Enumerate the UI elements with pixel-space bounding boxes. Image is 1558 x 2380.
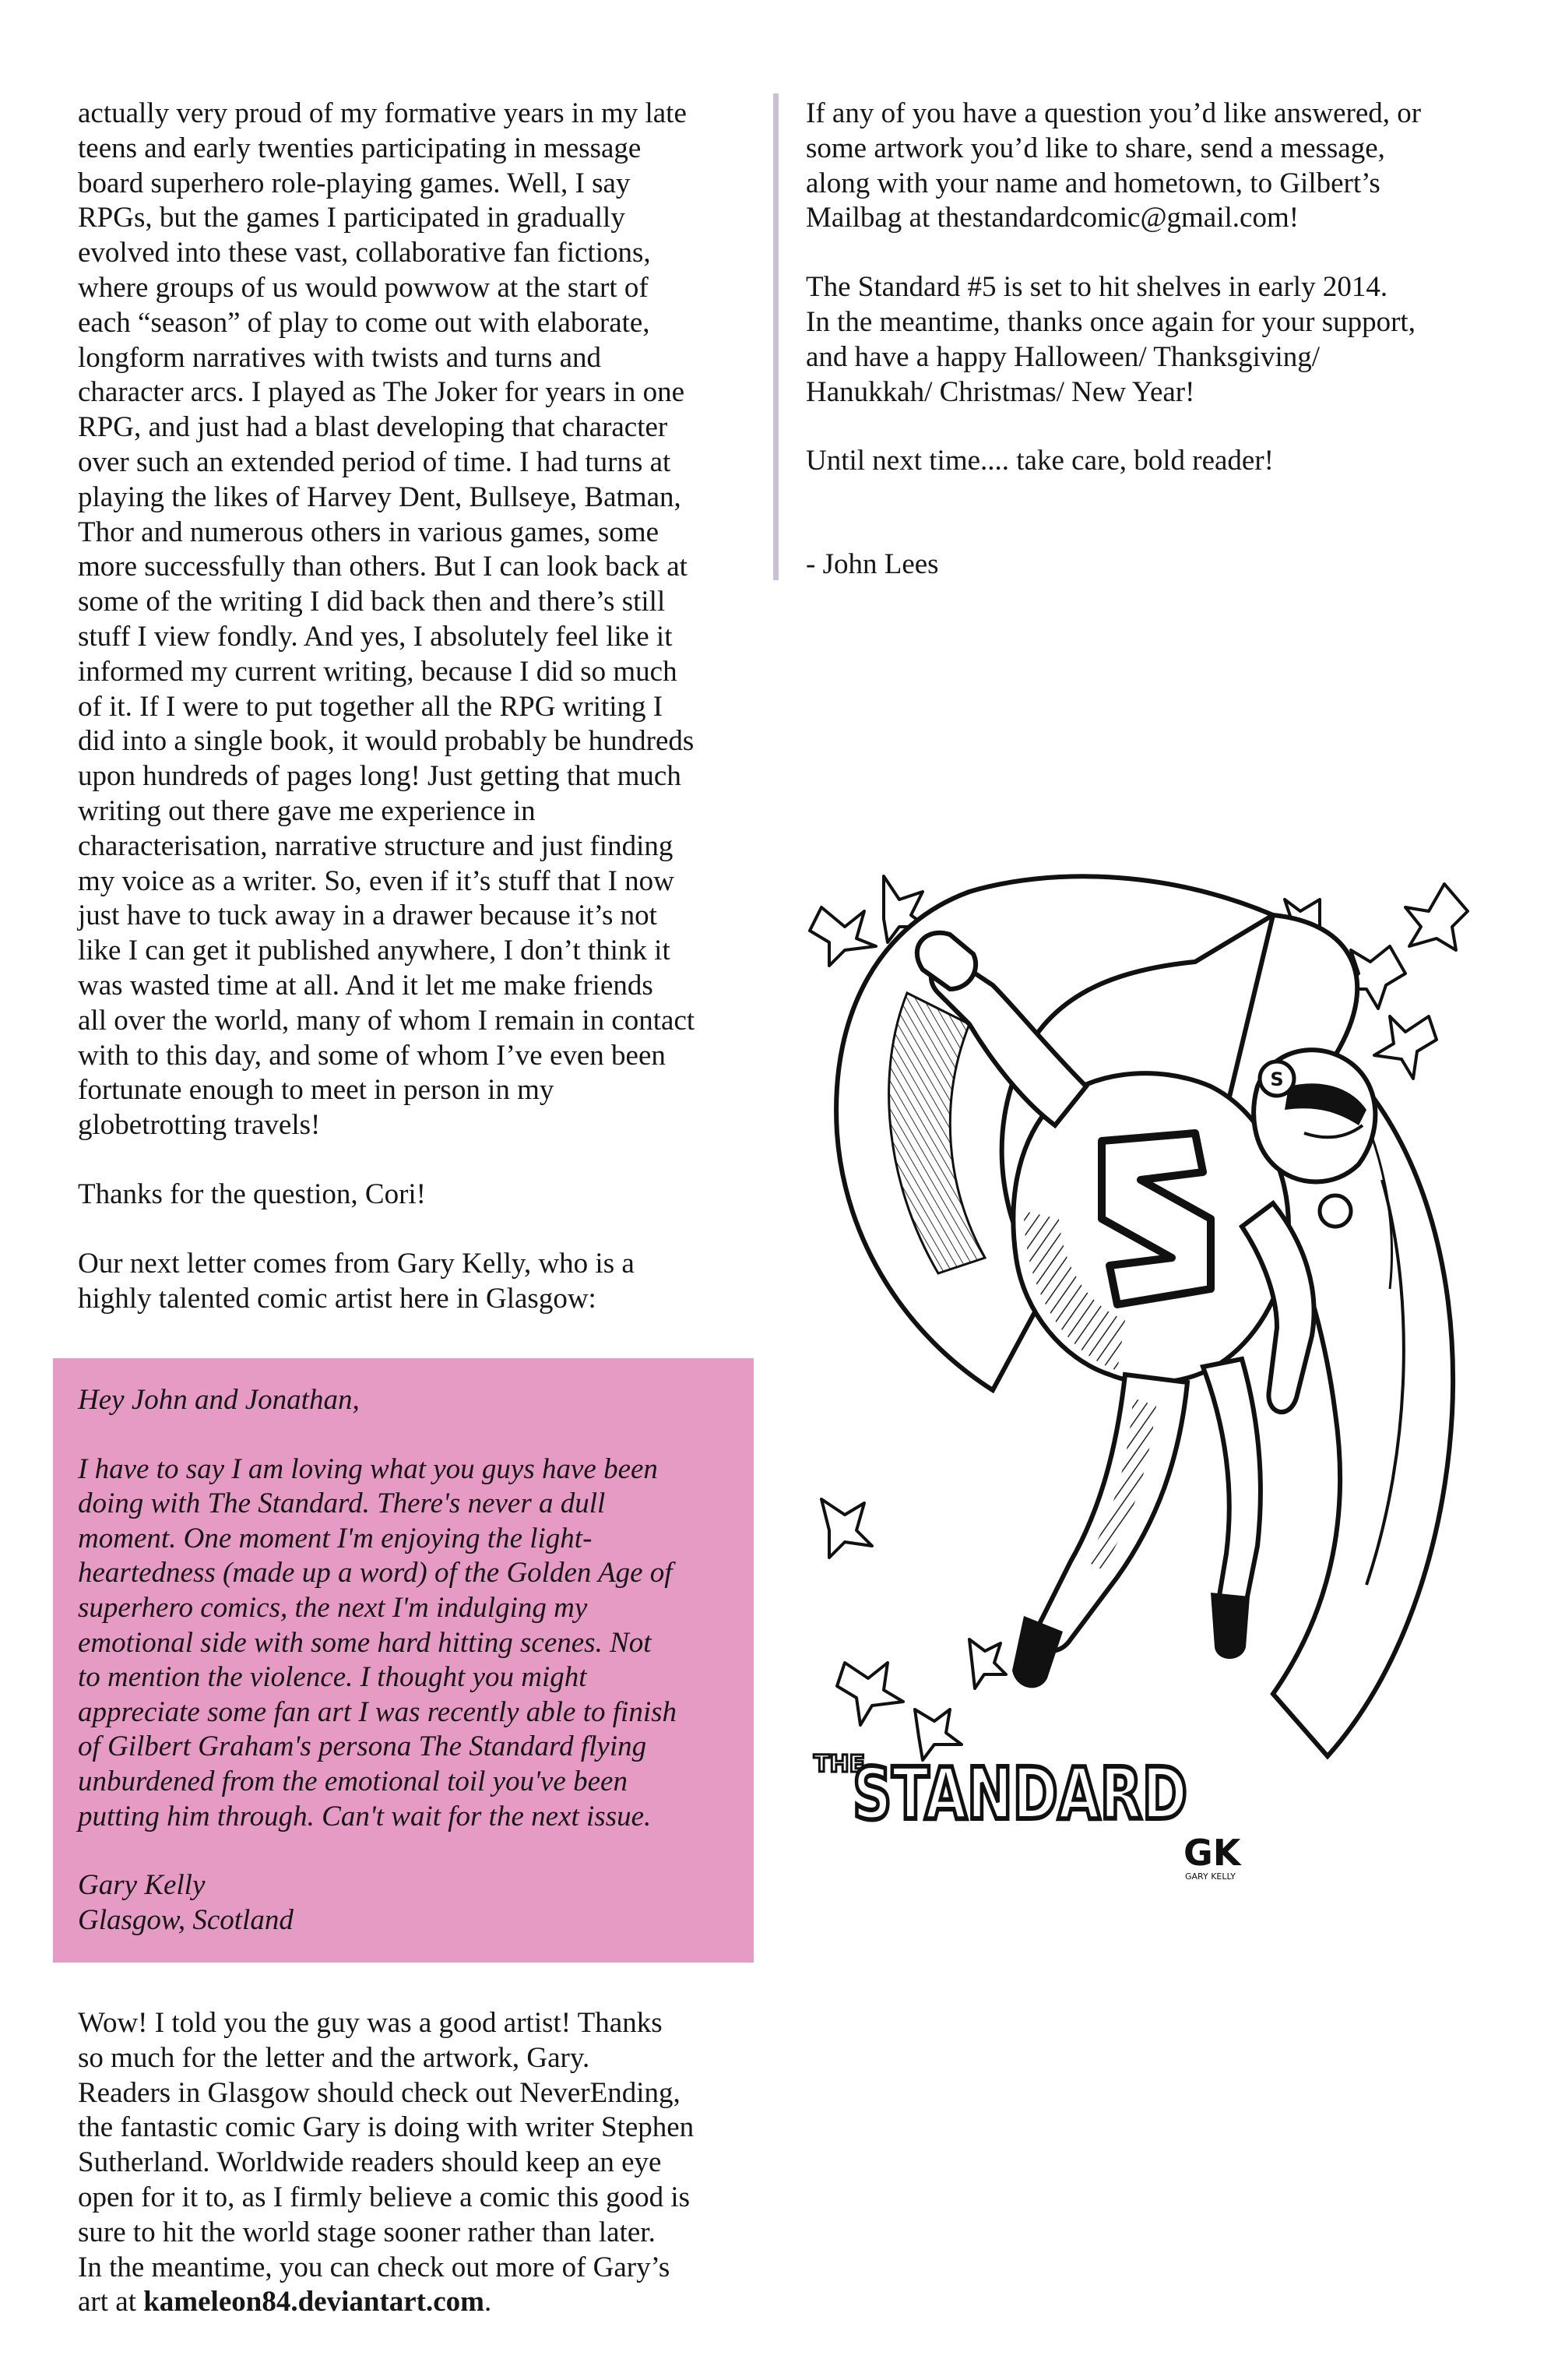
left-column-bottom — [78, 2006, 771, 2354]
bird-icon — [810, 907, 876, 966]
answer-paragraph: actually very proud of my formative years in my late teens and early twenties participating in message board superhero role-playing games. Well, I say RPGs, but the games I participated in gradually evolved into these vast, collaborative fan fictions, where groups of us would powwow at the start of each “season” of play to come out with elaborate, longform narratives with twists and turns and character arcs. I played as The Joker for years in one RPG, and just had a blast developing that character over such an extended period of time. I had turns at playing the likes of Harvey Dent, Bullseye, Batman, Thor and numerous others in various games, some more successfully than others. But I can look back at some of the writing I did back then and there’s still stuff I view fondly. And yes, I absolutely feel like it informed my current writing, because I did so much of it. If I were to put together all the RPG writing I did into a single book, it would probably be hundreds upon hundreds of pages long! Just getting that much writing out there gave me experience in characterisation, narrative structure and just finding my voice as a writer. So, even if it’s stuff that I now just have to tuck away in a drawer because it’s not like I can get it published anywhere, I don’t think it was wasted time at all. And it let me make friends all over the world, many of whom I remain in contact with to this day, and some of whom I’ve even been fortunate enough to meet in person in my globetrotting travels! — [78, 97, 695, 1142]
hero-head — [1254, 1050, 1375, 1181]
thanks-paragraph: Thanks for the question, Cori! — [78, 1178, 426, 1210]
fan-art-illustration — [790, 853, 1522, 1928]
fan-letter-box — [53, 1358, 754, 1963]
closing-paragraph — [78, 2006, 771, 2320]
bird-icon — [821, 1499, 872, 1558]
letter-body: I have to say I am loving what you guys have been doing with The Standard. There's never a dull moment. One moment I'm enjoying the light- heartedness (made up a word) of the Golden Age of superhero comics, the next I'm indulging my emotional side with some hard hitting scenes. Not to mention the violence. I thought you might appreciate some fan art I was recently able to finish of Gilbert Graham's persona The Standard flying unburdened from the emotional toil you've been putting him through. Can't wait for the next issue. — [78, 1452, 677, 1833]
artist-name: GARY KELLY — [1185, 1871, 1236, 1882]
farewell-paragraph: Until next time.... take care, bold reader! — [806, 445, 1274, 477]
bird-icon — [837, 1663, 903, 1725]
artist-url-link[interactable]: kameleon84.deviantart.com — [143, 2286, 485, 2318]
closing-text: Wow! I told you the guy was a good artist! Thanks so much for the letter and the artwork, Gary. Readers in Glasgow should check out NeverEnding, the fantastic comic Gary is doing with writer Stephen Sutherland. Worldwide readers should keep an eye open for it to, as I firmly believe a comic this good is sure to hit the world stage sooner rather than later. In the meantime, you can check out more of Gary’s art at — [78, 2007, 695, 2318]
letter-greeting: Hey John and Jonathan, — [78, 1384, 360, 1416]
logo-title: STANDARD — [853, 1752, 1187, 1836]
right-column — [806, 97, 1507, 617]
next-letter-intro: Our next letter comes from Gary Kelly, who is a highly talented comic artist here in Glasgow: — [78, 1247, 635, 1315]
artist-signature — [1183, 1832, 1243, 1882]
submission-paragraph: If any of you have a question you’d like answered, or some artwork you’d like to share, send a message, along with your name and hometown, to Gilbert’s Mailbag at thestandardcomic@gmail.com! — [806, 97, 1422, 234]
letter-signature: Gary Kelly Glasgow, Scotland — [78, 1869, 294, 1936]
signoff: - John Lees — [806, 548, 939, 581]
bird-icon — [969, 1639, 1006, 1688]
artist-mark: GK — [1183, 1832, 1241, 1874]
closing-period: . — [484, 2286, 492, 2318]
left-column-top — [78, 97, 771, 1350]
chest-emblem — [1102, 1133, 1211, 1304]
bird-icon — [1374, 1016, 1437, 1079]
column-divider — [773, 93, 779, 580]
logo-prefix: THE — [814, 1751, 866, 1778]
next-issue-paragraph: The Standard #5 is set to hit shelves in early 2014. In the meantime, thanks once again for your support, and have a happy Halloween/ Thanksgiving/ Hanukkah/ Christmas/ New Year! — [806, 271, 1416, 408]
standard-logo — [814, 1751, 1187, 1836]
helmet-emblem: S — [1270, 1069, 1284, 1090]
hero-leg — [1203, 1359, 1261, 1620]
bird-icon — [1405, 884, 1468, 950]
boot — [1211, 1593, 1250, 1659]
